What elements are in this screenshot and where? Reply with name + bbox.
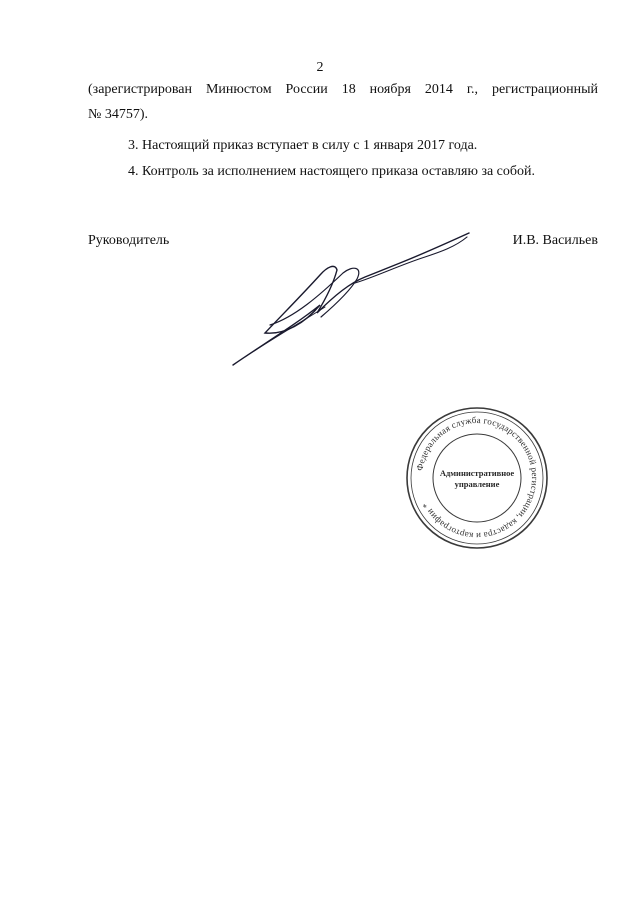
paragraph-control: 4. Контроль за исполнением настоящего приказа оставляю за собой. <box>128 164 536 179</box>
seal-center-text <box>404 468 550 490</box>
signer-title: Руководитель <box>88 233 170 248</box>
page-number: 2 <box>316 60 324 75</box>
paragraph-effective-date: 3. Настоящий приказ вступает в силу с 1 января 2017 года. <box>128 138 478 153</box>
seal-ring-text: Федеральная служба государственной регистрации, кадастра и картографии * <box>414 414 541 542</box>
seal-center-line-2: управление <box>454 479 500 489</box>
paragraph-registration-line-2: № 34757). <box>88 107 149 122</box>
handwritten-signature <box>225 225 475 375</box>
seal-center-line-1: Административное <box>439 468 515 478</box>
paragraph-registration-line-1: (зарегистрирован Минюстом России 18 ноября 2014 г., регистрационный <box>88 82 598 97</box>
signer-name: И.В. Васильев <box>512 233 598 248</box>
